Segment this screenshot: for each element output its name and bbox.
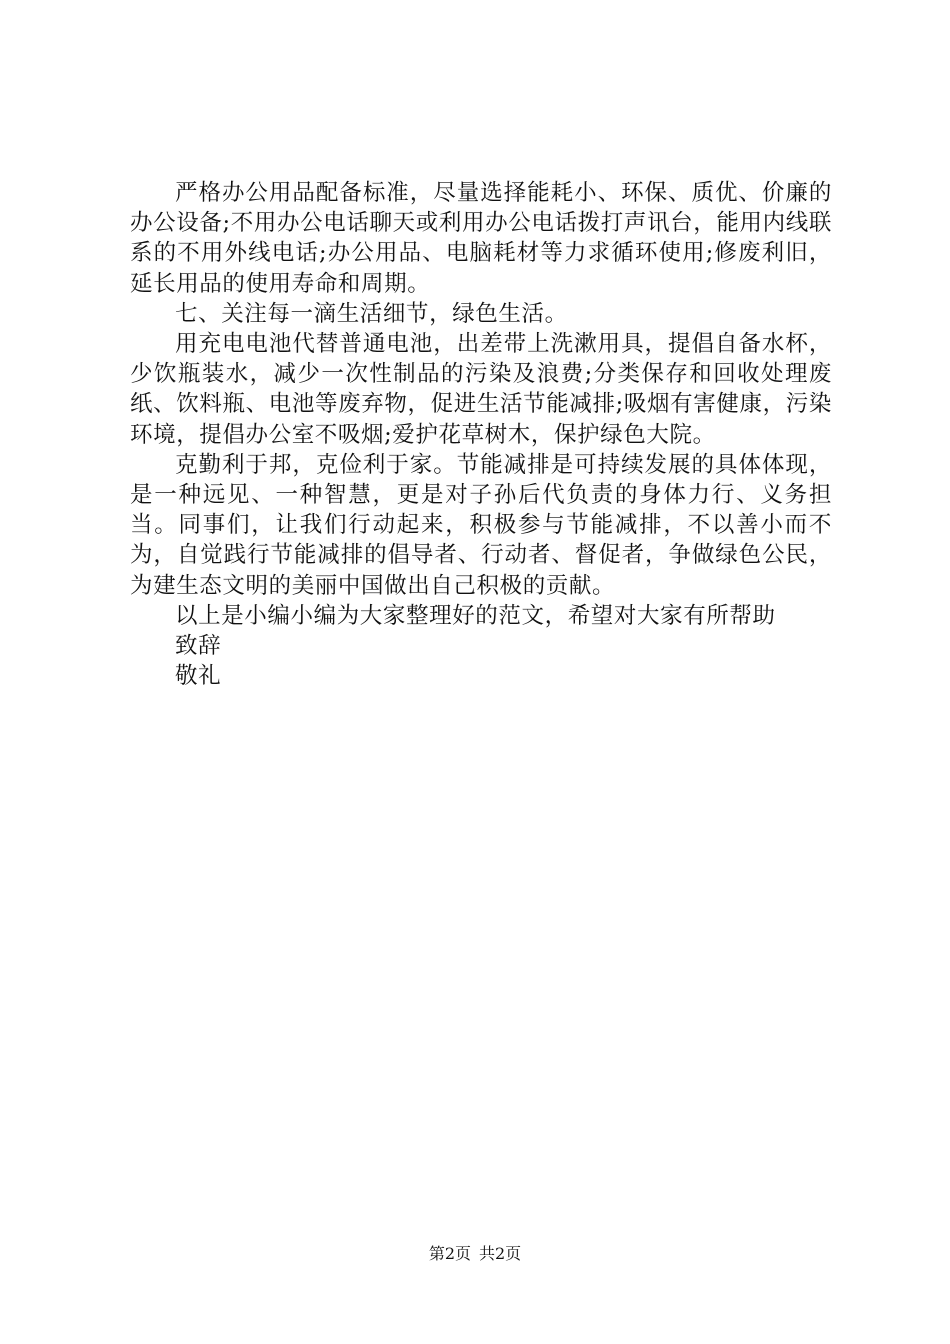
- salutation-line: 敬礼: [175, 663, 222, 690]
- paragraph-conclusion: 克勤利于邦，克俭利于家。节能减排是可持续发展的具体体现，是一种远见、一种智慧，更是对子孙后代负责的身体力行、义务担当。同事们，让我们行动起来，积极参与节能减排，不以善小而不为，自觉践行节能减排的倡导者、行动者、督促者，争做绿色公民，为建生态文明的美丽中国做出自己积极的贡献。: [130, 451, 832, 599]
- paragraph-editor-note: 以上是小编小编为大家整理好的范文，希望对大家有所帮助: [175, 602, 776, 629]
- document-body: [130, 178, 832, 691]
- section-heading-green-living: 七、关注每一滴生活细节，绿色生活。: [175, 300, 568, 327]
- page-number-current: 第2页: [428, 1244, 471, 1263]
- page-number-total: 共2页: [479, 1244, 522, 1263]
- paragraph-office-supplies: 严格办公用品配备标准，尽量选择能耗小、环保、质优、价廉的办公设备;不用办公电话聊天或利用办公电话拨打声讯台，能用内线联系的不用外线电话;办公用品、电脑耗材等力求循环使用;修废利旧，延长用品的使用寿命和周期。: [130, 180, 832, 297]
- paragraph-daily-habits: 用充电电池代替普通电池，出差带上洗漱用具，提倡自备水杯，少饮瓶装水，减少一次性制品的污染及浪费;分类保存和回收处理废纸、饮料瓶、电池等废弃物，促进生活节能减排;吸烟有害健康，污染环境，提倡办公室不吸烟;爱护花草树木，保护绿色大院。: [130, 331, 832, 448]
- closing-line: 致辞: [175, 633, 222, 660]
- page-footer: [0, 1243, 950, 1265]
